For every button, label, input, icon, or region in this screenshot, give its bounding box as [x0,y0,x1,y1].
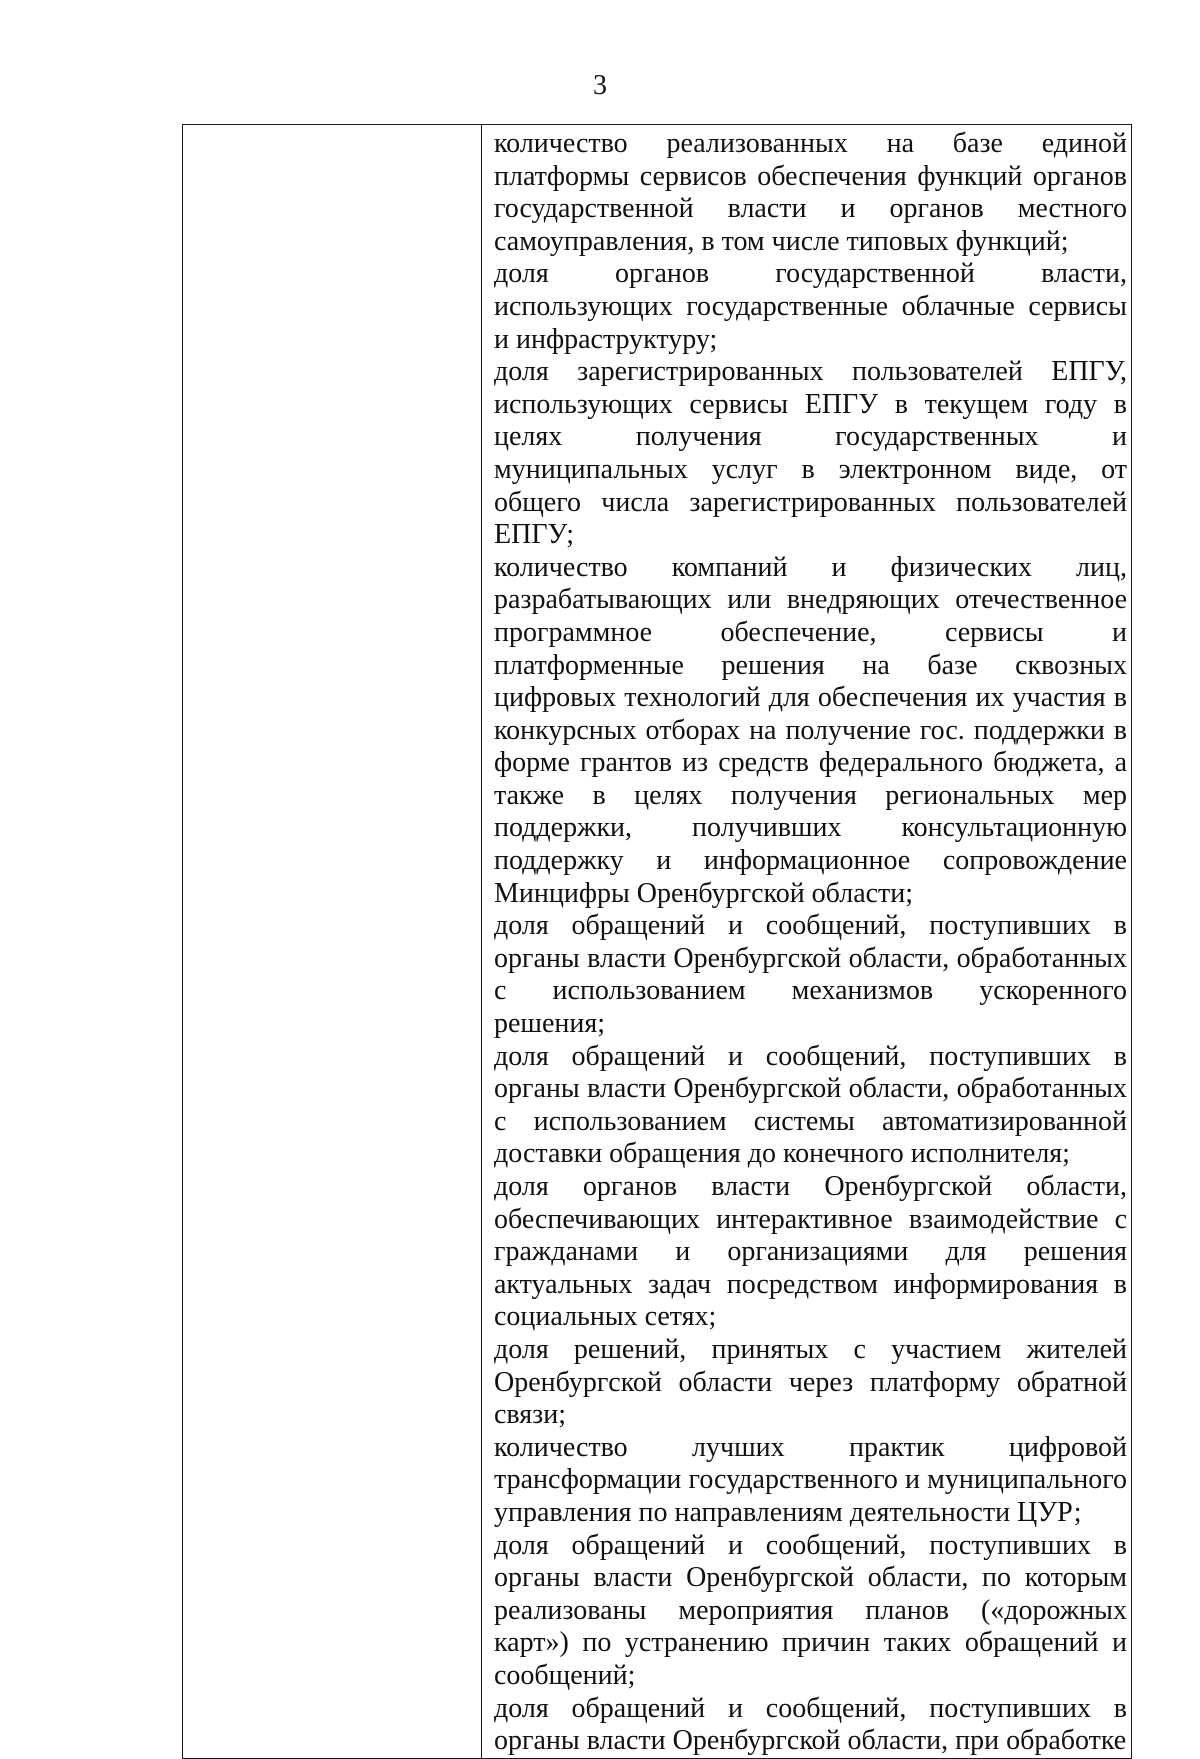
table-row [183,125,1132,1759]
indicator-item: доля зарегистрированных пользователей ЕПГУ, использующих сервисы ЕПГУ в текущем году в целях получения государственных и муниципальных услуг в электронном виде, от общего числа зарегистрированных пользователей ЕПГУ; [494,356,1127,551]
table-cell-indicators [482,125,1132,1759]
indicator-item: доля обращений и сообщений, поступивших в органы власти Оренбургской области, обработанных с использованием механизмов ускоренного решения; [494,910,1127,1040]
indicator-item: количество компаний и физических лиц, разрабатывающих или внедряющих отечественное программное обеспечение, сервисы и платформенные решения на базе сквозных цифровых технологий для обеспечения их участия в конкурсных отборах на получение гос. поддержки в форме грантов из средств федерального бюджета, а также в целях получения региональных мер поддержки, получивших консультационную поддержку и информационное сопровождение Минцифры Оренбургской области; [494,551,1127,909]
indicator-item: доля органов власти Оренбургской области, обеспечивающих интерактивное взаимодействие с гражданами и организациями для решения актуальных задач посредством информирования в социальных сетях; [494,1171,1127,1333]
indicator-item: доля обращений и сообщений, поступивших в органы власти Оренбургской области, обработанных с использованием системы автоматизированной доставки обращения до конечного исполнителя; [494,1040,1127,1170]
indicator-item: количество лучших практик цифровой трансформации государственного и муниципального управления по направлениям деятельности ЦУР; [494,1431,1127,1528]
indicator-item: доля обращений и сообщений, поступивших в органы власти Оренбургской области, по которым реализованы мероприятия планов («дорожных карт») по устранению причин таких обращений и сообщений; [494,1529,1127,1691]
indicator-item: доля органов государственной власти, использующих государственные облачные сервисы и инфраструктуру; [494,258,1127,355]
indicator-item: количество реализованных на базе единой платформы сервисов обеспечения функций органов государственной власти и органов местного самоуправления, в том числе типовых функций; [494,128,1127,257]
indicators-table [182,124,1132,1759]
indicator-list [482,125,1131,1758]
page-number: 3 [593,70,607,101]
indicator-item: доля обращений и сообщений, поступивших в органы власти Оренбургской области, при обработке [494,1692,1127,1757]
table-cell-left-empty [183,125,482,1759]
indicator-item: доля решений, принятых с участием жителей Оренбургской области через платформу обратной связи; [494,1333,1127,1431]
